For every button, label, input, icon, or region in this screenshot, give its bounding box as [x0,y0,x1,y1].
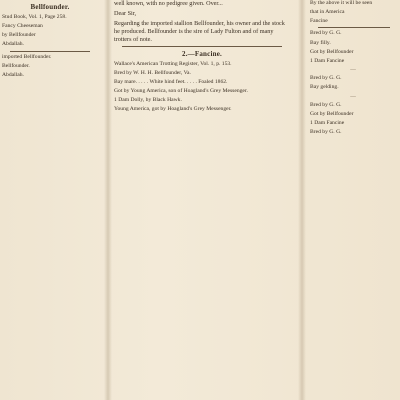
left-heading: Bellfounder. [30,3,70,11]
right-rule [318,27,390,28]
left-fragment: Bellfounder. [2,62,30,69]
right-divider: — [350,67,358,74]
right-panel [306,0,400,400]
right-fragment: Fancine [310,18,328,25]
right-fragment: that in America [310,9,345,16]
right-fragment: Got by Bellfounder [310,110,354,117]
right-fragment: Bay gelding. [310,84,339,91]
right-fragment: Bred by G. G. [310,30,342,37]
left-fragment: Abdallah. [2,71,24,78]
right-fragment: 1 Dam Fancine [310,120,345,127]
right-fragment: 1 Dam Fancine [310,57,345,64]
left-fragment: by Bellfounder [2,32,36,39]
center-upper-text: well known, with no pedigree given. Over... [114,0,223,7]
young-america-line: Young America, got by Hoagland's Grey Messenger. [114,106,232,113]
center-desc-heading: Dear Sir, [114,9,137,17]
left-rule [10,51,90,52]
left-fragment: Fancy Cheeseman [2,23,43,30]
color-line: Bay mare. . . . . White hind feet. . . . . Foaled 1862. [114,78,228,85]
left-panel [0,0,102,400]
section-heading: 2.—Fancine. [182,49,222,58]
bred-by-line: Bred by W. H. H. Bellfounder, Va. [114,69,191,76]
center-rule [122,46,282,47]
dam-line: 1 Dam Dolly, by Black Hawk. [114,97,182,104]
left-fragment: imported Bellfounder. [2,53,52,60]
fold-shadow-right [298,0,306,400]
left-fragment: Abdallah. [2,41,24,48]
section-subheading: Wallace's American Trotting Register, Vol. 1, p. 153. [114,60,232,67]
right-fragment: By the above it will be seen [310,0,373,6]
right-fragment: Bay filly. [310,39,331,46]
right-fragment: Got by Bellfounder [310,48,354,55]
center-panel [110,0,294,400]
left-fragment: Stud Book, Vol. 1, Page 258. [2,13,67,20]
right-fragment: Bred by G. G. [310,101,342,108]
right-fragment: Bred by G. G. [310,129,342,136]
pedigree-line: Got by Young America, son of Hoagland's Grey Messenger. [114,88,248,95]
center-desc-text: Regarding the imported stallion Bellfounder, his owner and the stock he produced. Bellfounder is the sire of Lady Fulton and of many trotters of note. [114,19,285,43]
right-divider: — [350,93,358,100]
right-fragment: Bred by G. G. [310,75,342,82]
